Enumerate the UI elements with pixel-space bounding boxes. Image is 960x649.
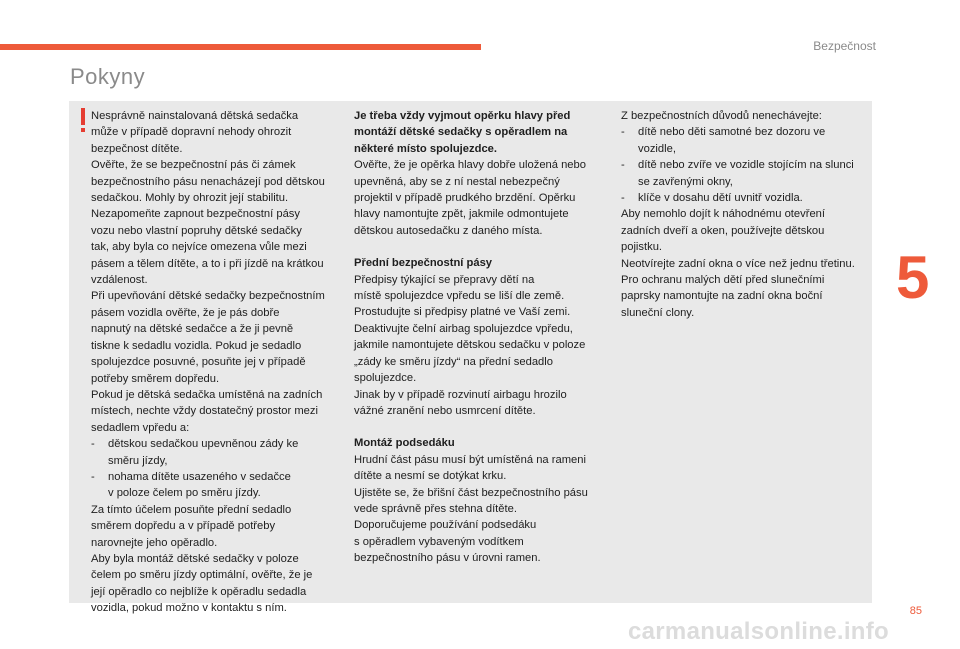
bullet-list (91, 436, 331, 502)
text-line: Ujistěte se, že břišní část bezpečnostního pásu (354, 486, 588, 499)
paragraph (354, 321, 600, 387)
paragraph (91, 157, 331, 206)
paragraph (354, 485, 600, 518)
text-line: klíče v dosahu dětí uvnitř vozidla. (638, 192, 803, 205)
text-line: paprsky namontujte na zadní okna boční (621, 290, 823, 303)
column-left (91, 108, 331, 617)
paragraph (354, 387, 600, 420)
text-line: místech, nechte vždy dostatečný prostor mezi (91, 405, 318, 418)
list-dash: - (91, 470, 95, 483)
text-line: „zády ke směru jízdy“ na přední sedadlo (354, 355, 553, 368)
text-line: nohama dítěte usazeného v sedačce (108, 470, 291, 483)
paragraph (91, 551, 331, 617)
text-line: místě spolujezdce vpředu se liší dle země. (354, 290, 565, 303)
text-line: zadních dveří a oken, používejte dětskou (621, 224, 825, 237)
text-line: Nesprávně nainstalovaná dětská sedačka (91, 110, 299, 122)
text-line: v poloze čelem po směru jízdy. (108, 487, 261, 500)
page-heading: Pokyny (70, 64, 146, 89)
list-item (91, 469, 331, 502)
text-line: dětskou autosedačku z daného místa. (354, 224, 543, 237)
text-line: Ověřte, že je opěrka hlavy dobře uložená nebo (354, 159, 586, 172)
watermark: carmanualsonline.info (628, 618, 890, 645)
text-line: Při upevňování dětské sedačky bezpečnostním (91, 290, 325, 303)
header-accent-bar (0, 44, 481, 50)
text-line: Aby byla montáž dětské sedačky v poloze (91, 552, 299, 565)
text-line: pojistku. (621, 241, 663, 254)
text-line: Aby nemohlo dojít k náhodnému otevření (621, 208, 825, 221)
paragraph (91, 502, 331, 551)
text-line: hlavy namontujte zpět, jakmile odmontujete (354, 208, 569, 221)
paragraph (621, 272, 866, 321)
text-line: Nezapomeňte zapnout bezpečnostní pásy (91, 208, 300, 221)
paragraph (354, 272, 600, 321)
paragraph (91, 206, 331, 288)
text-line: vozu nebo vlastní popruhy dětské sedačky (91, 224, 302, 237)
text-line: čelem po směru jízdy optimální, ověřte, že je (91, 569, 313, 582)
column-right (621, 108, 866, 321)
text-line: Za tímto účelem posuňte přední sedadlo (91, 503, 292, 516)
text-line: Pro ochranu malých dětí před slunečními (621, 274, 825, 287)
paragraph (621, 108, 866, 124)
text-line: dětskou sedačkou upevněnou zády ke (108, 438, 299, 451)
text-line: Neotvírejte zadní okna o více než jednu třetinu. (621, 257, 855, 270)
text-line: tak, aby byla co nejvíce omezena vůle mezi (91, 241, 307, 254)
paragraph (354, 157, 600, 239)
subheading (354, 108, 600, 157)
text-line: její opěradlo co nejblíže k opěradlu sedadla (91, 585, 307, 598)
text-line: Je třeba vždy vyjmout opěrku hlavy před (354, 110, 571, 122)
list-item (621, 157, 866, 190)
list-dash: - (91, 438, 95, 451)
text-line: vozidle, (638, 142, 676, 155)
bullet-list (621, 124, 866, 206)
text-line: Doporučujeme používání podsedáku (354, 519, 537, 532)
paragraph (621, 206, 866, 255)
text-line: vede správně přes stehna dítěte. (354, 502, 517, 515)
text-line: s opěradlem vybaveným vodítkem (354, 535, 524, 548)
text-line: bezpečnostního pásu nenacházejí pod dětskou (91, 175, 325, 188)
text-line: dítě nebo zvíře ve vozidle stojícím na slunci (638, 159, 854, 172)
text-line: vzdálenost. (91, 274, 148, 287)
text-line: pásem a tělem dítěte, a to i při jízdě na krátkou (91, 257, 324, 270)
text-line: může v případě dopravní nehody ohrozit (91, 126, 292, 139)
text-line: některé místo spolujezdce. (354, 142, 497, 155)
paragraph (621, 256, 866, 272)
text-line: spolujezdce posuvné, posuňte jej v případě (91, 356, 306, 369)
chapter-number: 5 (896, 244, 930, 311)
text-line: spolujezdce. (354, 372, 417, 385)
list-dash: - (621, 192, 625, 205)
text-line: Předpisy týkající se přepravy dětí na (354, 273, 535, 286)
text-line: jakmile namontujete dětskou sedačku v poloze (354, 339, 586, 352)
page-number: 85 (909, 605, 922, 617)
paragraph (91, 108, 331, 157)
list-dash: - (621, 126, 625, 139)
text-line: narovnejte jeho opěradlo. (91, 536, 218, 549)
list-item (621, 124, 866, 157)
text-line: dítě nebo děti samotné bez dozoru ve (638, 126, 826, 139)
list-item (91, 436, 331, 469)
text-line: Prostudujte si předpisy platné ve Vaší zemi. (354, 306, 571, 319)
text-line: Z bezpečnostních důvodů nenechávejte: (621, 110, 822, 122)
paragraph (91, 387, 331, 436)
text-line: Jinak by v případě rozvinutí airbagu hrozilo (354, 388, 567, 401)
text-line: směru jízdy, (108, 454, 168, 467)
text-line: tiskne k sedadlu vozidla. Pokud je sedadlo (91, 339, 302, 352)
list-dash: - (621, 159, 625, 172)
text-line: pásem vozidla ověřte, že je pás dobře (91, 306, 280, 319)
column-middle (354, 108, 600, 567)
text-line: bezpečnostního pásu v úrovni ramen. (354, 552, 541, 565)
list-item (621, 190, 866, 206)
exclamation-warning-icon (78, 108, 88, 132)
section-title: Bezpečnost (813, 39, 876, 53)
subheading: Montáž podsedáku (354, 437, 455, 450)
text-line: Ověřte, že se bezpečnostní pás či zámek (91, 159, 296, 172)
text-line: montáží dětské sedačky s opěradlem na (354, 126, 568, 139)
text-line: sedačkou. Mohly by ohrozit její stabilitu. (91, 192, 289, 205)
text-line: sluneční clony. (621, 306, 695, 319)
text-line: se zavřenými okny, (638, 175, 733, 188)
text-line: upevněná, aby se z ní nestal nebezpečný (354, 175, 560, 188)
text-line: směrem dopředu a v případě potřeby (91, 520, 276, 533)
text-line: Deaktivujte čelní airbag spolujezdce vpředu, (354, 322, 573, 335)
subheading: Přední bezpečnostní pásy (354, 257, 493, 270)
paragraph (354, 517, 600, 566)
text-line: potřeby směrem dopředu. (91, 372, 220, 385)
text-line: vážné zranění nebo usmrcení dítěte. (354, 404, 536, 417)
paragraph (354, 452, 600, 485)
text-line: napnutý na dětské sedačce a že ji pevně (91, 323, 294, 336)
text-line: projektil v případě prudkého brzdění. Opěrku (354, 192, 576, 205)
text-line: sedadlem vpředu a: (91, 421, 190, 434)
paragraph (91, 288, 331, 386)
text-line: bezpečnost dítěte. (91, 142, 183, 155)
text-line: Hrudní část pásu musí být umístěná na rameni (354, 453, 586, 466)
text-line: Pokud je dětská sedačka umístěná na zadních (91, 388, 323, 401)
text-line: dítěte a nesmí se dotýkat krku. (354, 470, 507, 483)
text-line: vozidla, pokud možno v kontaktu s ním. (91, 602, 287, 615)
